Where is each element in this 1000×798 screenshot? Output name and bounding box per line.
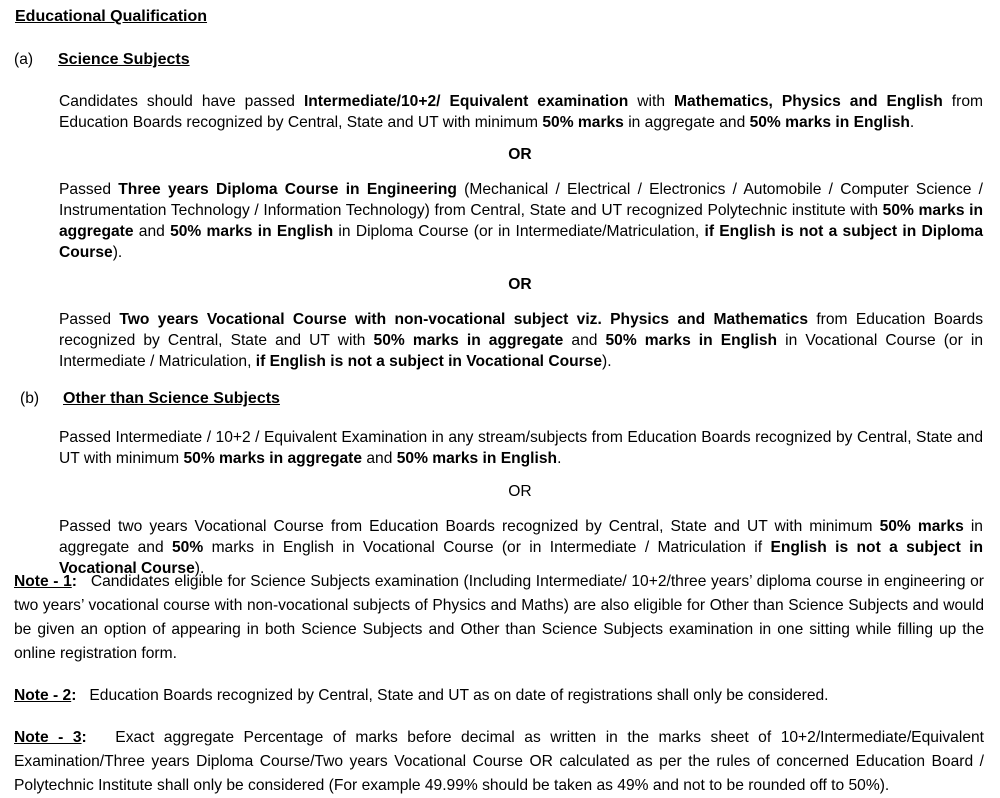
- section-a-heading: Science Subjects: [58, 51, 190, 68]
- bold-text-run: 50% marks in English: [749, 114, 910, 131]
- note-1-label: Note - 1: [14, 573, 72, 590]
- bold-text-run: 50% marks: [542, 114, 624, 131]
- bold-text-run: 50% marks: [879, 518, 964, 535]
- bold-text-run: English is not a subject in Vocational Course: [59, 539, 983, 577]
- bold-text-run: if English is not a subject in Vocational Course: [255, 353, 603, 370]
- note-2-text: Education Boards recognized by Central, State and UT as on date of registrations shall only be considered.: [89, 687, 829, 704]
- section-a-paragraph-2: [59, 179, 983, 263]
- bold-text-run: Two years Vocational Course with non-vocational subject viz. Physics and Mathematics: [119, 311, 808, 328]
- note-3: [14, 726, 984, 798]
- section-b-paragraph-1: [59, 427, 983, 469]
- note-1-colon: :: [71, 573, 77, 590]
- bold-text-run: 50% marks in English: [605, 332, 778, 349]
- text-run: in aggregate and: [59, 518, 983, 556]
- text-run: (Mechanical / Electrical / Electronics / Automobile / Computer Science / Instrumentation Technology / Information Technology) from Central, State and UT recognized Polytechnic institute with: [59, 181, 983, 219]
- text-run: marks in English in Vocational Course (or in Intermediate / Matriculation if: [203, 539, 771, 556]
- section-a-paragraph-3: [59, 309, 983, 372]
- note-2-colon: :: [71, 687, 77, 704]
- note-2-label: Note - 2: [14, 687, 72, 704]
- section-b-or-1: OR: [508, 483, 532, 500]
- text-run: and: [362, 450, 397, 467]
- text-run: ).: [194, 560, 205, 577]
- text-run: in aggregate and: [623, 114, 750, 131]
- bold-text-run: if English is not a subject in Diploma Course: [59, 223, 984, 261]
- text-run: Passed: [59, 181, 119, 198]
- text-run: .: [909, 114, 915, 131]
- text-run: Candidates should have passed: [59, 93, 304, 110]
- note-1: [14, 570, 984, 666]
- text-run: Passed: [59, 311, 120, 328]
- section-a-label: (a): [14, 51, 34, 68]
- text-run: in Vocational Course (or in Intermediate / Matriculation,: [59, 332, 983, 370]
- note-1-text: Candidates eligible for Science Subjects examination (Including Intermediate/ 10+2/three years’ diploma course in engineering or two years’ vocational course with non-vocational subjects of Physics and Maths) are also eligible for Other than Science Subjects and would be given an option of appearing in both Science Subjects and Other than Science Subjects examination in one sitting while filling up the online registration form.: [14, 573, 985, 662]
- bold-text-run: 50% marks in aggregate: [373, 332, 564, 349]
- note-3-text: Exact aggregate Percentage of marks before decimal as written in the marks sheet of 10+2/Intermediate/Equivalent Examination/Three years Diploma Course/Two years Vocational Course OR calculated as per the rules of concerned Education Board / Polytechnic Institute shall only be considered (For example 49.99% should be taken as 49% and not to be rounded off to 50%).: [14, 729, 984, 794]
- text-run: Passed two years Vocational Course from Education Boards recognized by Central, State and UT with minimum: [59, 518, 880, 535]
- bold-text-run: Intermediate/10+2/ Equivalent examination: [303, 93, 629, 110]
- note-3-colon: :: [81, 729, 87, 746]
- note-3-label: Note - 3: [14, 729, 82, 746]
- page-title: Educational Qualification: [15, 8, 208, 25]
- bold-text-run: 50% marks in aggregate: [183, 450, 363, 467]
- text-run: and: [133, 223, 171, 240]
- text-run: and: [563, 332, 606, 349]
- note-2: [14, 684, 984, 708]
- text-run: ).: [602, 353, 612, 370]
- bold-text-run: 50% marks in English: [170, 223, 334, 240]
- section-b-label: (b): [20, 390, 40, 407]
- bold-text-run: Three years Diploma Course in Engineering: [118, 181, 457, 198]
- bold-text-run: 50% marks in aggregate: [59, 202, 984, 240]
- bold-text-run: 50%: [171, 539, 204, 556]
- section-a-or-1: OR: [508, 146, 532, 163]
- text-run: in Diploma Course (or in Intermediate/Matriculation,: [333, 223, 705, 240]
- text-run: ).: [112, 244, 123, 261]
- text-run: Passed Intermediate / 10+2 / Equivalent Examination in any stream/subjects from Education Boards recognized by Central, State and UT with minimum: [59, 429, 983, 467]
- text-run: .: [557, 450, 562, 467]
- section-a-or-2: OR: [508, 276, 532, 293]
- section-a-paragraph-1: [59, 91, 983, 133]
- text-run: with: [628, 93, 675, 110]
- text-run: from Education Boards recognized by Central, State and UT with: [59, 311, 983, 349]
- bold-text-run: 50% marks in English: [396, 450, 558, 467]
- bold-text-run: Mathematics, Physics and English: [674, 93, 943, 110]
- section-b-heading: Other than Science Subjects: [63, 390, 280, 407]
- text-run: from Education Boards recognized by Central, State and UT with minimum: [59, 93, 983, 131]
